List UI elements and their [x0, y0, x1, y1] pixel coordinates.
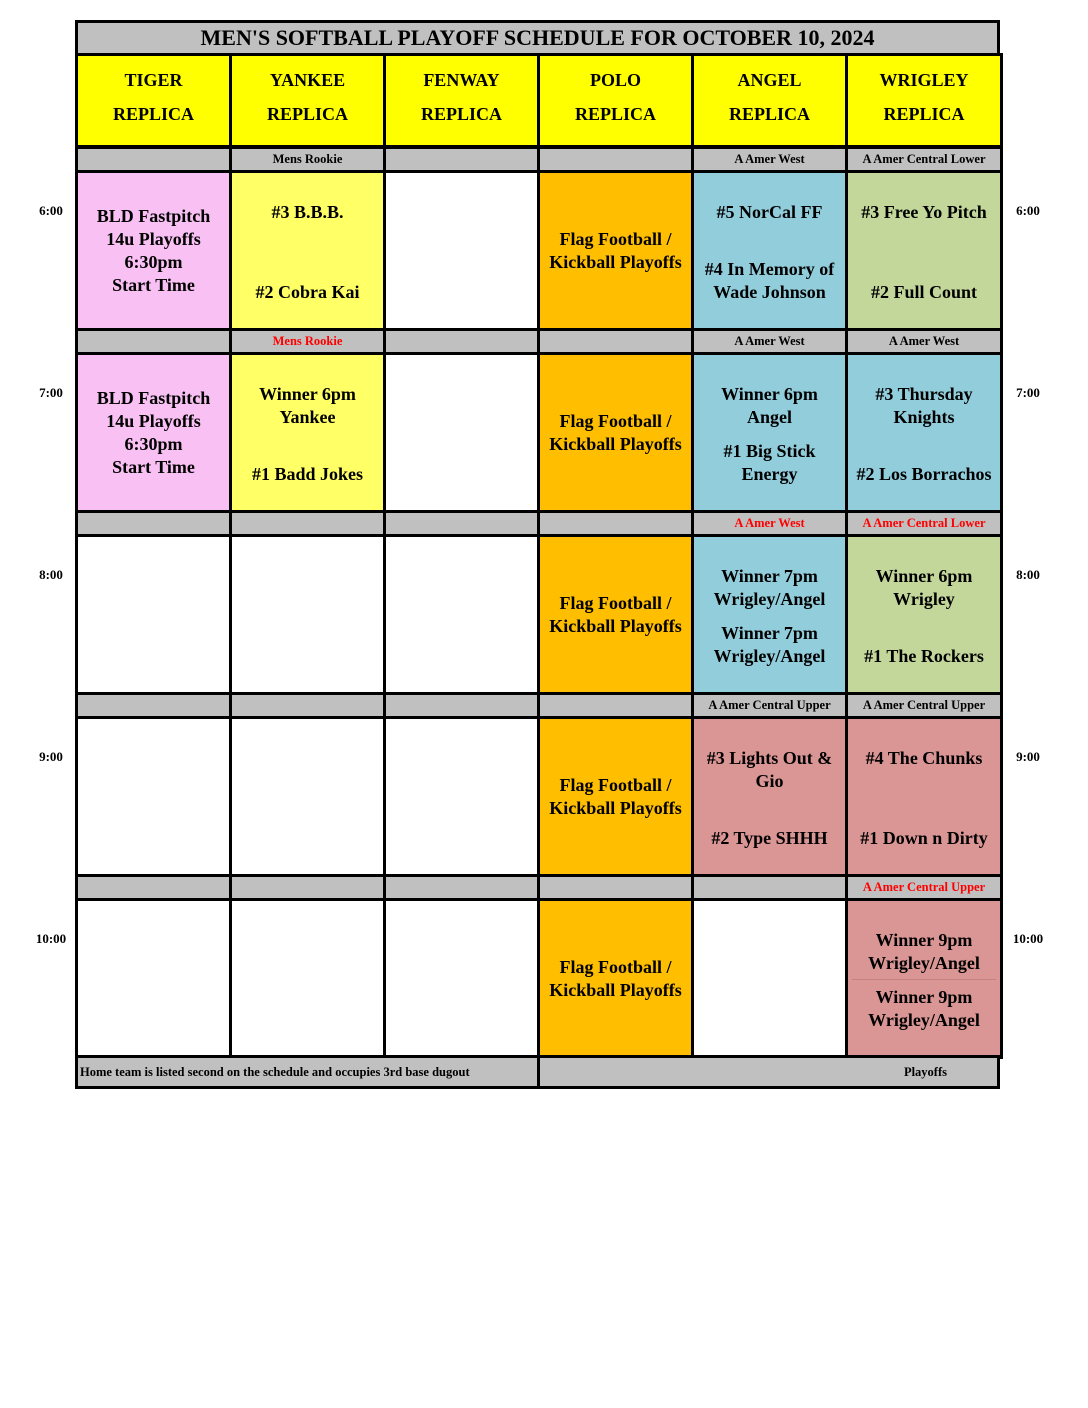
field-header-yankee — [229, 53, 386, 148]
division-label-text: A Amer Central Upper — [708, 698, 831, 712]
division-label — [75, 146, 232, 173]
game-cell — [75, 534, 232, 695]
field-header-polo — [537, 53, 694, 148]
game-text: Flag Football / — [559, 774, 672, 795]
time-label-left: 8:00 — [39, 567, 63, 582]
away-team — [717, 201, 823, 224]
team-line: #1 The Rockers — [864, 646, 984, 666]
team-line: Gio — [755, 771, 784, 791]
division-label — [383, 692, 540, 719]
home-team — [871, 281, 977, 304]
game-cell — [383, 898, 540, 1059]
field-name: YANKEE — [269, 70, 346, 90]
field-subtitle: REPLICA — [420, 104, 502, 124]
game-text: Kickball Playoffs — [549, 433, 682, 454]
team-line: #5 NorCal FF — [716, 202, 823, 222]
division-label — [229, 874, 386, 901]
away-team — [721, 383, 818, 429]
game-text: BLD Fastpitch — [96, 205, 211, 226]
home-team — [860, 827, 988, 850]
footer-playoffs-text: Playoffs — [903, 1064, 947, 1079]
time-label-left: 6:00 — [39, 203, 63, 218]
division-label-text: A Amer Central Lower — [862, 152, 986, 166]
game-cell — [229, 716, 386, 877]
game-text: 14u Playoffs — [106, 228, 201, 249]
home-team — [723, 440, 815, 486]
home-team — [868, 986, 980, 1032]
page-title: MEN'S SOFTBALL PLAYOFF SCHEDULE FOR OCTOBER 10, 2024 — [75, 20, 1000, 56]
home-team — [711, 827, 827, 850]
game-cell — [691, 170, 848, 331]
team-line: #2 Los Borrachos — [856, 464, 992, 484]
division-label — [845, 146, 1003, 173]
time-label-right: 7:00 — [1016, 385, 1040, 400]
team-line: Wrigley/Angel — [713, 589, 826, 609]
division-label-text: A Amer West — [734, 152, 805, 166]
team-line: #3 Free Yo Pitch — [861, 202, 987, 222]
division-label — [537, 328, 694, 355]
game-text: BLD Fastpitch — [96, 387, 211, 408]
division-label — [845, 874, 1003, 901]
game-text: Flag Football / — [559, 410, 672, 431]
team-line: Yankee — [279, 407, 336, 427]
away-team — [259, 383, 356, 429]
game-cell — [75, 170, 232, 331]
division-label — [537, 874, 694, 901]
field-subtitle: REPLICA — [728, 104, 810, 124]
team-line: #2 Type SHHH — [711, 828, 828, 848]
footer-playoffs — [537, 1055, 1000, 1089]
division-label — [845, 692, 1003, 719]
game-cell — [537, 534, 694, 695]
footer-note-text: Home team is listed second on the schedule and occupies 3rd base dugout — [80, 1064, 470, 1079]
division-label — [75, 874, 232, 901]
game-cell — [691, 716, 848, 877]
field-header-angel — [691, 53, 848, 148]
division-label-text: A Amer West — [734, 334, 805, 348]
game-cell — [691, 352, 848, 513]
field-name: FENWAY — [423, 70, 500, 90]
division-label — [229, 510, 386, 537]
game-cell — [845, 170, 1003, 331]
field-name: WRIGLEY — [879, 70, 969, 90]
division-label — [845, 328, 1003, 355]
team-line: Angel — [746, 407, 792, 427]
team-line: #1 Big Stick — [723, 441, 816, 461]
game-text: 6:30pm — [124, 433, 183, 454]
team-line: Winner 6pm — [875, 566, 973, 586]
home-team — [705, 258, 834, 304]
game-cell — [845, 352, 1003, 513]
home-team — [714, 622, 826, 668]
game-text: Flag Football / — [559, 956, 672, 977]
team-line: Winner 6pm — [259, 384, 356, 404]
field-subtitle: REPLICA — [112, 104, 194, 124]
time-label-right: 8:00 — [1016, 567, 1040, 582]
field-subtitle: REPLICA — [574, 104, 656, 124]
division-label — [75, 692, 232, 719]
division-label — [537, 146, 694, 173]
division-label — [383, 510, 540, 537]
field-name: TIGER — [124, 70, 183, 90]
game-text: Kickball Playoffs — [549, 615, 682, 636]
time-label-left: 10:00 — [35, 931, 67, 946]
division-label-text: A Amer West — [888, 334, 960, 348]
division-label — [229, 328, 386, 355]
team-line: Wrigley — [893, 589, 955, 609]
game-cell — [229, 898, 386, 1059]
game-text: 14u Playoffs — [106, 410, 201, 431]
game-cell — [691, 534, 848, 695]
time-label-right: 10:00 — [1012, 931, 1044, 946]
footer-note — [75, 1055, 540, 1089]
division-label-text: A Amer Central Lower — [862, 516, 986, 530]
game-cell — [691, 898, 848, 1059]
game-cell — [75, 352, 232, 513]
division-label — [383, 874, 540, 901]
game-cell — [537, 716, 694, 877]
game-cell — [383, 534, 540, 695]
division-label-text: A Amer Central Upper — [862, 698, 986, 712]
field-name: ANGEL — [737, 70, 802, 90]
away-team — [707, 747, 833, 793]
game-cell — [383, 170, 540, 331]
division-label — [845, 510, 1003, 537]
away-team — [714, 565, 826, 611]
division-label — [691, 510, 848, 537]
team-line: #3 Lights Out & — [706, 748, 833, 768]
game-text: Start Time — [112, 456, 195, 477]
game-text: Kickball Playoffs — [549, 979, 682, 1000]
game-cell — [75, 898, 232, 1059]
game-cell — [383, 352, 540, 513]
game-cell — [537, 170, 694, 331]
field-header-tiger — [75, 53, 232, 148]
game-cell — [845, 898, 1003, 1059]
time-label-left: 7:00 — [39, 385, 63, 400]
team-line: Winner 9pm — [875, 987, 973, 1007]
division-label-text: Mens Rookie — [272, 152, 343, 166]
cell-divider — [852, 979, 996, 980]
game-cell — [537, 898, 694, 1059]
team-line: Winner 7pm — [721, 566, 818, 586]
division-label — [75, 328, 232, 355]
team-line: Energy — [741, 464, 798, 484]
game-cell — [383, 716, 540, 877]
field-name: POLO — [589, 70, 641, 90]
game-text: Kickball Playoffs — [549, 797, 682, 818]
away-team — [866, 747, 983, 770]
field-subtitle: REPLICA — [883, 104, 965, 124]
game-cell — [229, 534, 386, 695]
team-line: #1 Down n Dirty — [860, 828, 988, 848]
division-label — [229, 146, 386, 173]
team-line: Wade Johnson — [713, 282, 826, 302]
game-text: Kickball Playoffs — [549, 251, 682, 272]
division-label — [537, 510, 694, 537]
division-label — [691, 146, 848, 173]
field-header-wrigley — [845, 53, 1003, 148]
division-label — [691, 692, 848, 719]
home-team — [252, 463, 363, 486]
away-team — [271, 201, 343, 224]
team-line: #2 Cobra Kai — [255, 282, 360, 302]
game-text: Flag Football / — [559, 592, 672, 613]
division-label — [383, 146, 540, 173]
team-line: Wrigley/Angel — [713, 646, 826, 666]
division-label-text: Mens Rookie — [272, 334, 343, 348]
team-line: #3 B.B.B. — [271, 202, 344, 222]
team-line: Wrigley/Angel — [868, 1010, 980, 1030]
team-line: Wrigley/Angel — [868, 953, 980, 973]
team-line: Winner 7pm — [721, 623, 818, 643]
team-line: #4 In Memory of — [704, 259, 835, 279]
division-label-text: A Amer West — [734, 516, 805, 530]
game-text: 6:30pm — [124, 251, 183, 272]
division-label — [75, 510, 232, 537]
team-line: #1 Badd Jokes — [251, 464, 364, 484]
away-team — [875, 383, 972, 429]
time-label-right: 9:00 — [1016, 749, 1040, 764]
away-team — [861, 201, 986, 224]
home-team — [255, 281, 359, 304]
home-team — [864, 645, 984, 668]
game-cell — [75, 716, 232, 877]
home-team — [857, 463, 992, 486]
team-line: #4 The Chunks — [865, 748, 983, 768]
field-subtitle: REPLICA — [266, 104, 348, 124]
away-team — [868, 929, 980, 975]
game-cell — [537, 352, 694, 513]
game-text: Flag Football / — [559, 228, 672, 249]
team-line: #2 Full Count — [870, 282, 978, 302]
division-label — [537, 692, 694, 719]
team-line: #3 Thursday — [875, 384, 973, 404]
team-line: Winner 9pm — [875, 930, 973, 950]
division-label — [383, 328, 540, 355]
game-text: Start Time — [112, 274, 195, 295]
game-cell — [845, 716, 1003, 877]
time-label-left: 9:00 — [39, 749, 63, 764]
team-line: Knights — [893, 407, 955, 427]
time-label-right: 6:00 — [1016, 203, 1040, 218]
division-label — [691, 328, 848, 355]
division-label — [691, 874, 848, 901]
team-line: Winner 6pm — [721, 384, 818, 404]
division-label-text: A Amer Central Upper — [862, 880, 986, 894]
field-header-fenway — [383, 53, 540, 148]
game-cell — [845, 534, 1003, 695]
division-label — [229, 692, 386, 719]
away-team — [876, 565, 973, 611]
game-cell — [229, 352, 386, 513]
game-cell — [229, 170, 386, 331]
